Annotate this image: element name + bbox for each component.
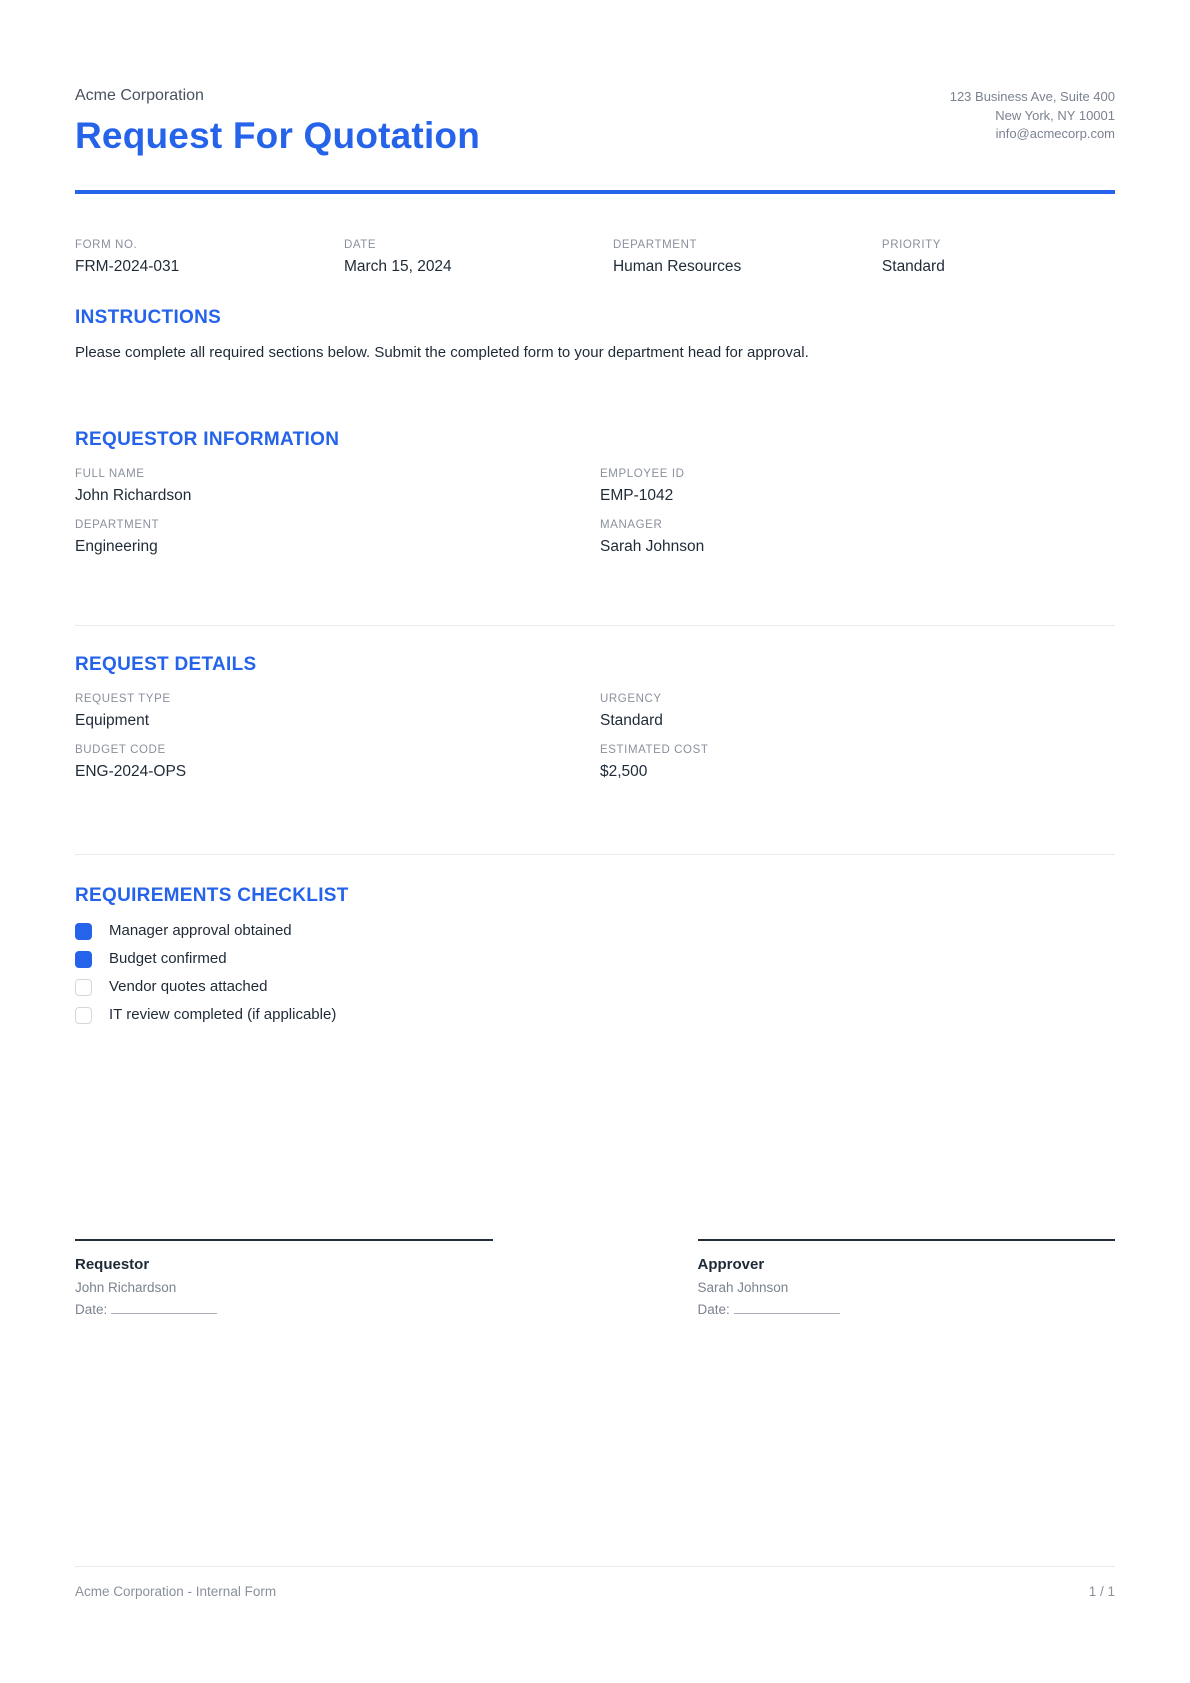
company-name: Acme Corporation — [75, 87, 204, 104]
checklist-item-label: Budget confirmed — [109, 950, 227, 967]
requirements-checklist — [75, 921, 1115, 1025]
field-value: $2,500 — [600, 763, 648, 780]
address-line: 123 Business Ave, Suite 400 — [949, 89, 1115, 104]
requirements-checklist-heading: REQUIREMENTS CHECKLIST — [75, 885, 349, 906]
field-label: FULL NAME — [75, 468, 145, 480]
signature-role: Approver — [697, 1256, 765, 1273]
instructions-heading: INSTRUCTIONS — [75, 307, 222, 328]
section-divider — [75, 625, 1115, 626]
checklist-item — [75, 1005, 1115, 1025]
field-form-no — [75, 238, 334, 277]
date-label: Date: — [697, 1302, 730, 1317]
signature-section — [75, 1239, 1115, 1319]
header-left — [75, 86, 480, 158]
field-priority — [882, 238, 1115, 277]
signature-block-requestor — [75, 1239, 493, 1319]
checkbox-it-review[interactable] — [75, 1007, 92, 1024]
field-value: ENG-2024-OPS — [75, 763, 187, 780]
field-value: John Richardson — [75, 487, 192, 504]
field-label: DEPARTMENT — [612, 239, 698, 251]
field-value: Standard — [881, 258, 945, 275]
checklist-item-label: Manager approval obtained — [109, 922, 292, 939]
address-block — [950, 86, 1115, 144]
field-date — [344, 238, 603, 277]
field-value: Engineering — [75, 538, 158, 555]
footer-divider — [75, 1566, 1115, 1567]
signature-date-row — [75, 1301, 493, 1319]
signature-name: Sarah Johnson — [697, 1280, 789, 1295]
checklist-item-label: IT review completed (if applicable) — [109, 1006, 337, 1023]
field-label: BUDGET CODE — [75, 744, 166, 756]
date-blank-line — [111, 1302, 217, 1314]
checkbox-budget-confirmed[interactable] — [75, 951, 92, 968]
field-department — [613, 238, 872, 277]
checkbox-manager-approval[interactable] — [75, 923, 92, 940]
field-value: EMP-1042 — [600, 487, 674, 504]
field-manager — [600, 518, 1115, 557]
checklist-item-label: Vendor quotes attached — [109, 978, 268, 995]
form-meta-row — [75, 238, 1115, 277]
field-value: Human Resources — [612, 258, 742, 275]
address-line: New York, NY 10001 — [995, 107, 1115, 123]
signature-line — [698, 1239, 1116, 1241]
field-full-name — [75, 467, 590, 506]
signature-name: John Richardson — [75, 1280, 177, 1295]
field-budget-code — [75, 743, 590, 782]
requestor-information-fields — [75, 467, 1115, 557]
field-label: REQUEST TYPE — [75, 693, 171, 705]
field-label: URGENCY — [600, 693, 662, 705]
checklist-item — [75, 949, 1115, 969]
field-value: FRM-2024-031 — [75, 258, 180, 275]
field-value: Standard — [600, 712, 663, 729]
instructions-body: Please complete all required sections below. Submit the completed form to your department head for approval. — [75, 344, 809, 361]
checkbox-vendor-quotes[interactable] — [75, 979, 92, 996]
request-details-heading: REQUEST DETAILS — [75, 654, 257, 675]
page-footer — [75, 1566, 1115, 1601]
section-divider — [75, 854, 1115, 855]
header-accent-rule — [75, 190, 1115, 194]
field-value: Equipment — [75, 712, 150, 729]
field-label: FORM NO. — [75, 239, 138, 251]
signature-role: Requestor — [75, 1256, 150, 1273]
requestor-information-heading: REQUESTOR INFORMATION — [75, 429, 340, 450]
field-label: DEPARTMENT — [75, 519, 160, 531]
field-label: PRIORITY — [881, 239, 942, 251]
field-value: Sarah Johnson — [600, 538, 705, 555]
header — [75, 86, 1115, 158]
field-urgency — [600, 692, 1115, 731]
signature-date-row — [698, 1301, 1116, 1319]
field-label: EMPLOYEE ID — [600, 468, 685, 480]
date-blank-line — [734, 1302, 840, 1314]
field-value: March 15, 2024 — [343, 258, 452, 275]
footer-row — [75, 1583, 1115, 1601]
checklist-item — [75, 921, 1115, 941]
field-employee-id — [600, 467, 1115, 506]
field-requestor-department — [75, 518, 590, 557]
signature-block-approver — [698, 1239, 1116, 1319]
footer-left-text: Acme Corporation - Internal Form — [75, 1584, 277, 1599]
field-request-type — [75, 692, 590, 731]
page-title: Request For Quotation — [75, 115, 481, 156]
signature-line — [75, 1239, 493, 1241]
field-label: ESTIMATED COST — [600, 744, 709, 756]
date-label: Date: — [75, 1302, 108, 1317]
field-label: DATE — [343, 239, 377, 251]
field-label: MANAGER — [600, 519, 663, 531]
field-estimated-cost — [600, 743, 1115, 782]
checklist-item — [75, 977, 1115, 997]
page-number: 1 / 1 — [1088, 1584, 1115, 1599]
request-details-fields — [75, 692, 1115, 782]
address-line: info@acmecorp.com — [995, 126, 1115, 141]
